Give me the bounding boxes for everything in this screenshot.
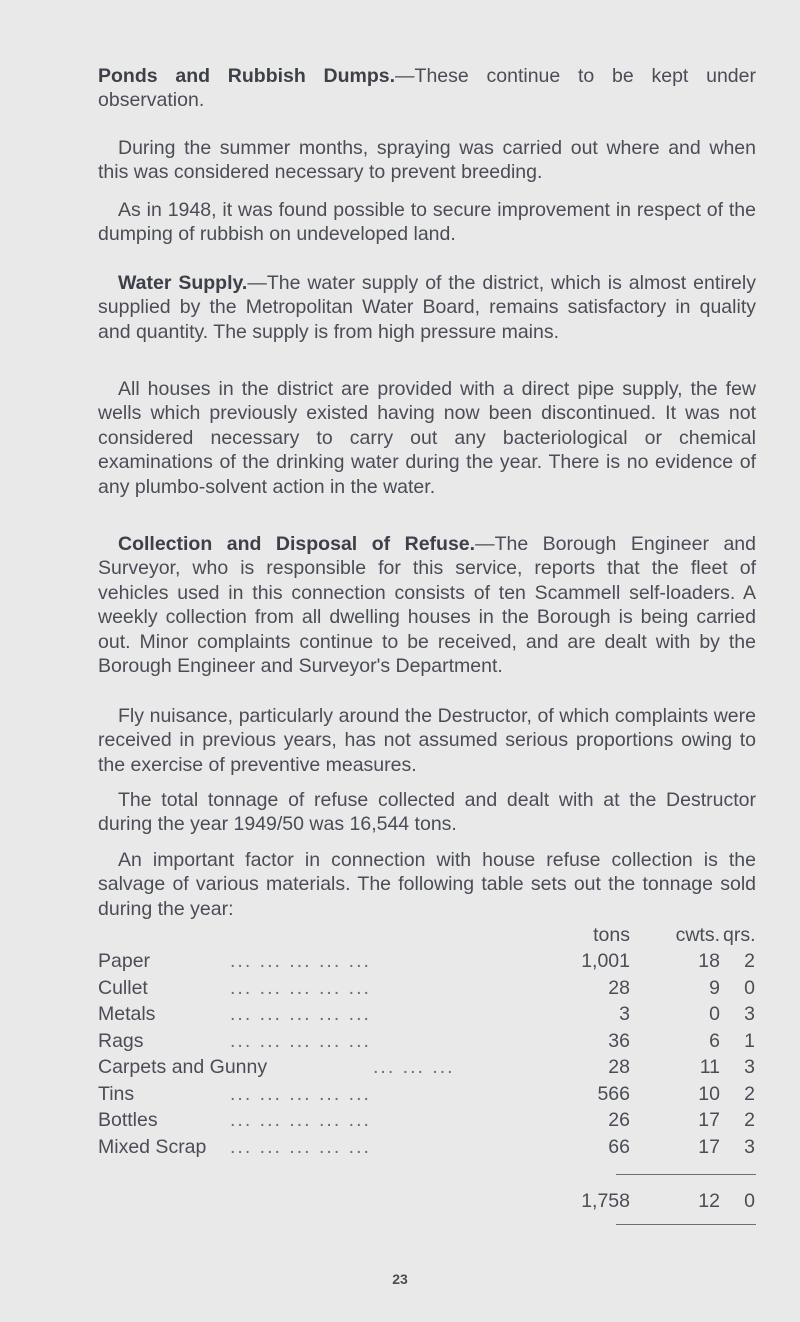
ponds-text: —These continue to be kept under observation. — [98, 65, 756, 112]
fly-paragraph: Fly nuisance, particularly around the Destructor, of which complaints were received in previous years, has not assumed serious proportions owing to the exercise of preventive measures. — [98, 705, 756, 776]
cell-cwts: 18 — [698, 950, 720, 972]
total-qrs: 0 — [744, 1190, 755, 1212]
cell-cwts: 10 — [698, 1082, 720, 1105]
header-qrs: qrs. — [723, 924, 756, 946]
cell-cwts: 17 — [698, 1109, 720, 1131]
leader-dots: ... ... ... ... ... — [230, 1109, 371, 1131]
table-row — [98, 1030, 758, 1056]
table-row — [98, 977, 758, 1003]
ponds-heading: Ponds and Rubbish Dumps. — [98, 65, 396, 87]
total-tons: 1,758 — [581, 1190, 630, 1212]
cell-tons: 26 — [608, 1109, 630, 1131]
cell-tons: 1,001 — [581, 950, 630, 972]
total-cwts: 12 — [698, 1190, 720, 1212]
water-supply-heading: Water Supply. — [118, 272, 248, 294]
water-supply-text: —The water supply of the district, which is almost entirely supplied by the Metropolitan Water Board, remains satisfactory in quality and quantity. The supply is from high pressure mains. — [98, 272, 756, 343]
header-tons: tons — [593, 924, 630, 946]
ponds-paragraph — [98, 64, 756, 113]
cell-qrs: 3 — [744, 1056, 755, 1078]
salvage-paragraph: An important factor in connection with house refuse collection is the salvage of various materials. The following table sets out the tonnage sold during the year: — [98, 849, 756, 920]
dumping-paragraph: As in 1948, it was found possible to secure improvement in respect of the dumping of rubbish on undeveloped land. — [98, 199, 756, 246]
cell-qrs: 2 — [744, 1109, 755, 1131]
cell-tons: 28 — [608, 1056, 630, 1078]
leader-dots: ... ... ... ... ... — [230, 1135, 371, 1158]
cell-cwts: 11 — [699, 1056, 720, 1078]
leader-dots: ... ... ... ... ... — [230, 1029, 371, 1052]
row-label: Tins — [98, 1082, 135, 1105]
refuse-heading: Collection and Disposal of Refuse. — [118, 533, 476, 555]
cell-qrs: 1 — [744, 1029, 755, 1052]
page-number: 23 — [392, 1271, 408, 1287]
table-row — [98, 1003, 758, 1029]
row-label: Bottles — [98, 1109, 158, 1131]
row-label: Paper — [98, 950, 151, 972]
row-label: Rags — [98, 1029, 144, 1052]
row-label: Mixed Scrap — [98, 1135, 207, 1158]
leader-dots: ... ... ... ... ... — [230, 1082, 371, 1105]
table-row — [98, 1109, 758, 1135]
cell-tons: 36 — [608, 1029, 630, 1052]
row-label: Carpets and Gunny — [98, 1056, 268, 1078]
table-row — [98, 1136, 758, 1162]
cell-tons: 566 — [597, 1082, 630, 1105]
tonnage-paragraph: The total tonnage of refuse collected and dealt with at the Destructor during the year 1949/50 was 16,544 tons. — [98, 789, 756, 836]
header-cwts: cwts. — [675, 924, 720, 946]
total-row — [98, 1190, 758, 1216]
total-rule-bottom — [616, 1224, 756, 1225]
table-row — [98, 1056, 758, 1082]
water-supply-paragraph — [98, 271, 756, 344]
cell-qrs: 2 — [744, 1082, 755, 1105]
cell-qrs: 3 — [744, 1135, 755, 1158]
cell-tons: 66 — [608, 1135, 630, 1158]
leader-dots: ... ... ... ... ... — [230, 976, 371, 999]
cell-tons: 3 — [619, 1003, 630, 1025]
cell-qrs: 3 — [744, 1003, 755, 1025]
cell-qrs: 0 — [744, 976, 755, 999]
row-label: Cullet — [98, 976, 148, 999]
cell-cwts: 9 — [709, 976, 720, 999]
cell-cwts: 0 — [709, 1003, 720, 1025]
table-row — [98, 1083, 758, 1109]
table-row — [98, 950, 758, 976]
leader-dots: ... ... ... ... ... — [230, 950, 371, 972]
refuse-text: —The Borough Engineer and Surveyor, who is responsible for this service, reports that the fleet of vehicles used in this connection consists of ten Scammell self-loaders. A weekly collection from all dwelling houses in the Borough is being carried out. Minor complaints continue to be received, and are dealt with by the Borough Engineer and Surveyor's Department. — [98, 533, 756, 678]
leader-dots: ... ... ... ... ... — [230, 1003, 371, 1025]
houses-paragraph: All houses in the district are provided with a direct pipe supply, the few wells which previously existed having now been discontinued. It was not considered necessary to carry out any bacteriological or chemical examinations of the drinking water during the year. There is no evidence of any plumbo-solvent action in the water. — [98, 378, 756, 498]
spraying-paragraph: During the summer months, spraying was carried out where and when this was considered necessary to prevent breeding. — [98, 137, 756, 184]
cell-cwts: 6 — [709, 1029, 720, 1052]
cell-qrs: 2 — [744, 950, 755, 972]
cell-tons: 28 — [608, 976, 630, 999]
refuse-paragraph — [98, 532, 756, 678]
total-rule-top — [616, 1174, 756, 1175]
cell-cwts: 17 — [698, 1135, 720, 1158]
row-label: Metals — [98, 1003, 156, 1025]
leader-dots: ... ... ... — [373, 1056, 455, 1078]
